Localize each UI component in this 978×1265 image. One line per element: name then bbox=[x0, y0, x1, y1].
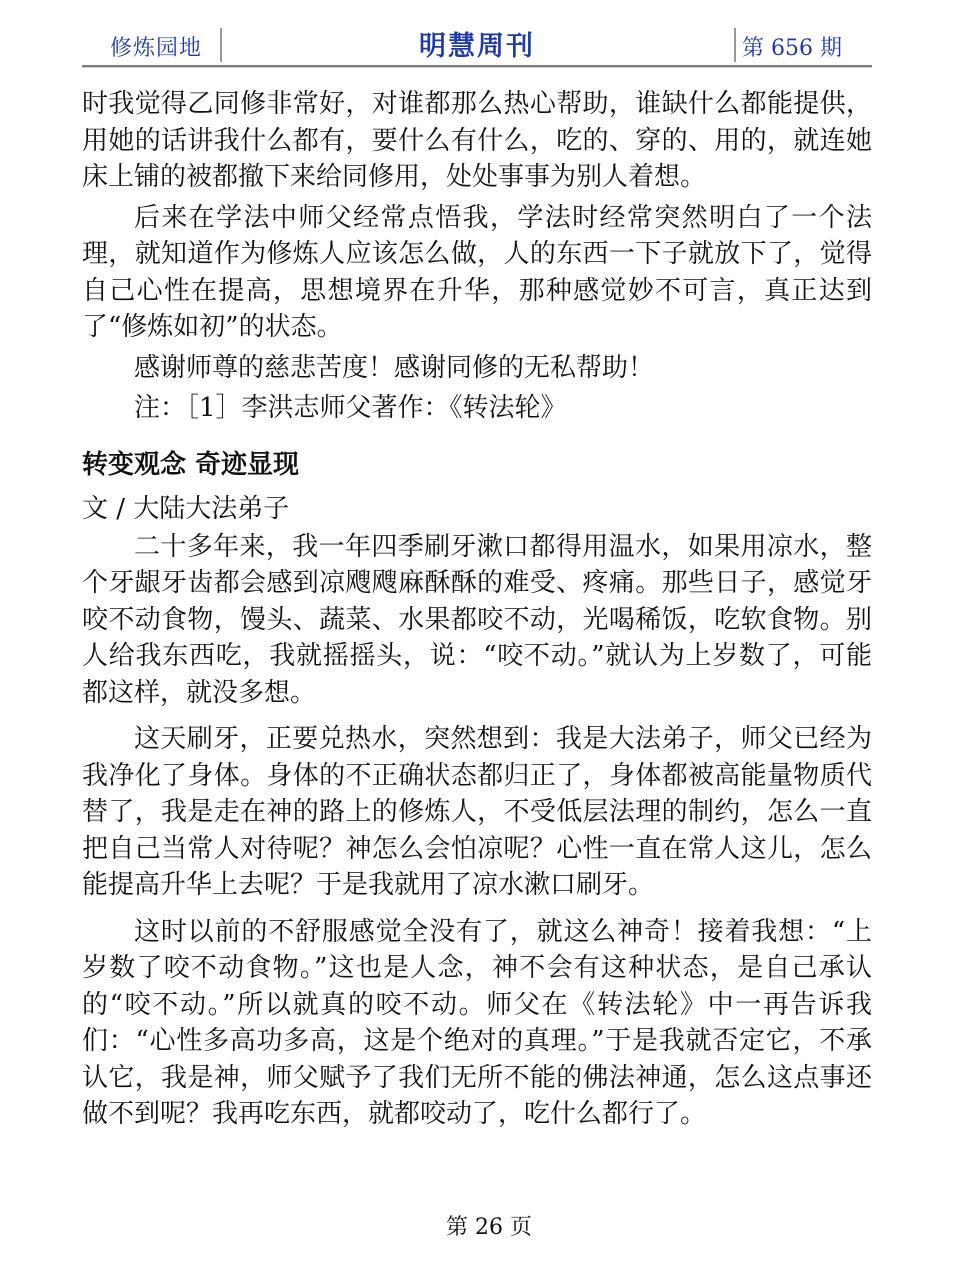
paragraph-continued: 时我觉得乙同修非常好，对谁都那么热心帮助，谁缺什么都能提供，用她的话讲我什么都有，要什么有什么，吃的、穿的、用的，就连她床上铺的被都撤下来给同修用，处处事事为别人着想。 bbox=[82, 89, 872, 192]
section-label: 修炼园地 bbox=[110, 36, 203, 61]
article-title: 转变观念 奇迹显现 bbox=[82, 449, 300, 480]
issue-number: 第 656 期 bbox=[742, 36, 842, 61]
header-divider-right bbox=[734, 28, 736, 62]
paragraph: 后来在学法中师父经常点悟我，学法时经常突然明白了一个法理，就知道作为修炼人应该怎么做，人的东西一下子就放下了，觉得自己心性在提高，思想境界在升华，那种感觉妙不可言，真正达到了“修炼如初”的状态。 bbox=[82, 202, 872, 342]
footnote: 注：［1］李洪志师父著作：《转法轮》 bbox=[134, 393, 567, 423]
article-paragraph: 这天刷牙，正要兑热水，突然想到：我是大法弟子，师父已经为我净化了身体。身体的不正确状态都归正了，身体都被高能量物质代替了，我是走在神的路上的修炼人，不受低层法理的制约，怎么一直把自己当常人对待呢？神怎么会怕凉呢？心性一直在常人这儿，怎么能提高升华上去呢？于是我就用了凉水漱口刷牙。 bbox=[82, 724, 872, 900]
page-content bbox=[82, 86, 872, 1133]
article-paragraph: 二十多年来，我一年四季刷牙漱口都得用温水，如果用凉水，整个牙龈牙齿都会感到凉飕飕麻酥酥的难受、疼痛。那些日子，感觉牙咬不动食物，馒头、蔬菜、水果都咬不动，光喝稀饭，吃软食物。别人给我东西吃，我就摇摇头，说：“咬不动。”就认为上岁数了，可能都这样，就没多想。 bbox=[82, 531, 872, 708]
publication-title: 明慧周刊 bbox=[419, 31, 535, 62]
article-byline: 文 / 大陆大法弟子 bbox=[82, 493, 290, 524]
article-paragraph: 这时以前的不舒服感觉全没有了，就这么神奇！接着我想：“上岁数了咬不动食物。”这也是人念，神不会有这种状态，是自己承认的“咬不动。”所以就真的咬不动。师父在《转法轮》中一再告诉我们：“心性多高功多高，这是个绝对的真理。”于是我就否定它，不承认它，我是神，师父赋予了我们无所不能的佛法神通，怎么这点事还做不到呢？我再吃东西，就都咬动了，吃什么都行了。 bbox=[82, 916, 872, 1129]
page-number: 第 26 页 bbox=[446, 1215, 532, 1240]
paragraph-thanks: 感谢师尊的慈悲苦度！感谢同修的无私帮助！ bbox=[134, 352, 655, 383]
page-header bbox=[82, 22, 872, 68]
header-rule bbox=[82, 65, 872, 67]
